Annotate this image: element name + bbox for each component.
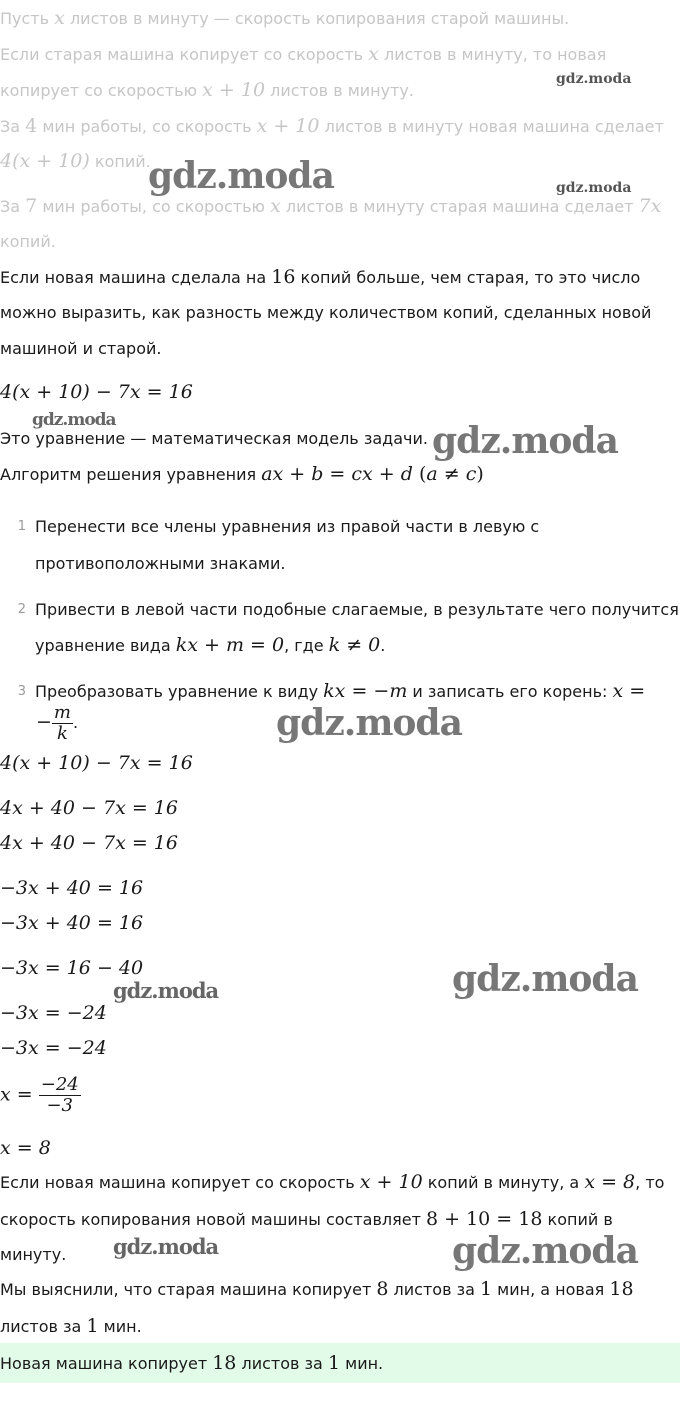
solution-line: −3x + 40 = 16 (0, 877, 144, 899)
solution-line: −3x = −24 (0, 1037, 107, 1059)
step-number: 3 (17, 684, 26, 699)
intro-line-4: За 4 мин работы, со скорость x + 10 листов в минуту новая машина сделает (0, 115, 664, 137)
conclusion-line-4: Мы выяснили, что старая машина копирует 8 листов за 1 мин, а новая 18 (0, 1278, 634, 1300)
text-line-difference-2: можно выразить, как разность между количеством копий, сделанных новой (0, 303, 652, 322)
text-algorithm: Алгоритм решения уравнения ax + b = cx + d (a ≠ c) (0, 463, 484, 485)
intro-line-5: 4(x + 10) копий. (0, 150, 151, 172)
solution-line: 4x + 40 − 7x = 16 (0, 832, 178, 854)
step-text: уравнение вида kx + m = 0, где k ≠ 0. (35, 634, 386, 656)
step-text: Перенести все члены уравнения из правой части в левую с (35, 517, 540, 536)
text-line-difference: Если новая машина сделала на 16 копий больше, чем старая, то это число (0, 266, 641, 288)
step-number: 2 (17, 602, 26, 617)
solution-line: 4(x + 10) − 7x = 16 (0, 752, 193, 774)
watermark-logo: gdz.moda (432, 420, 618, 462)
solution-fraction: x = $\frac{-24}{-3}$ (0, 1074, 79, 1116)
answer-text: Новая машина копирует 18 листов за 1 мин. (0, 1352, 384, 1374)
conclusion-line-5: листов за 1 мин. (0, 1315, 142, 1337)
solution-line: 4x + 40 − 7x = 16 (0, 797, 178, 819)
step-text: Привести в левой части подобные слагаемые, в результате чего получится (35, 600, 679, 619)
watermark-logo: gdz.moda (276, 702, 462, 744)
intro-line-7: копий. (0, 232, 56, 251)
step-root-fraction: − $\frac{m}{k}$ . (36, 702, 79, 744)
watermark-logo: gdz.moda (32, 410, 116, 430)
solution-line: −3x + 40 = 16 (0, 912, 144, 934)
conclusion-line-3: минуту. (0, 1245, 67, 1264)
solution-result: x = 8 (0, 1137, 51, 1159)
step-text: противоположными знаками. (35, 554, 286, 573)
watermark-logo: gdz.moda (452, 958, 638, 1000)
intro-line-1: Пусть x листов в минуту — скорость копирования старой машины. (0, 7, 570, 29)
text-model: Это уравнение — математическая модель задачи. (0, 429, 428, 448)
text-line-difference-3: машиной и старой. (0, 339, 162, 358)
intro-line-3: копирует со скоростью x + 10 листов в минуту. (0, 79, 414, 101)
intro-line-6: За 7 мин работы, со скоростью x листов в минуту старая машина сделает 7x (0, 195, 662, 217)
watermark-logo: gdz.moda (556, 180, 632, 196)
answer-box (0, 1343, 680, 1383)
watermark-logo: gdz.moda (113, 978, 219, 1003)
intro-line-2: Если старая машина копирует со скорость x листов в минуту, то новая (0, 43, 607, 65)
equation-main: 4(x + 10) − 7x = 16 (0, 381, 193, 403)
solution-line: −3x = 16 − 40 (0, 957, 144, 979)
watermark-logo: gdz.moda (556, 71, 632, 87)
step-text: Преобразовать уравнение к виду kx = −m и записать его корень: x = (35, 680, 646, 702)
conclusion-line-2: скорость копирования новой машины составляет 8 + 10 = 18 копий в (0, 1208, 613, 1230)
watermark-logo: gdz.moda (113, 1234, 219, 1259)
watermark-logo: gdz.moda (148, 155, 334, 197)
solution-line: −3x = −24 (0, 1002, 107, 1024)
conclusion-line-1: Если новая машина копирует со скорость x + 10 копий в минуту, а x = 8, то (0, 1171, 665, 1193)
watermark-logo: gdz.moda (452, 1230, 638, 1272)
step-number: 1 (17, 519, 26, 534)
